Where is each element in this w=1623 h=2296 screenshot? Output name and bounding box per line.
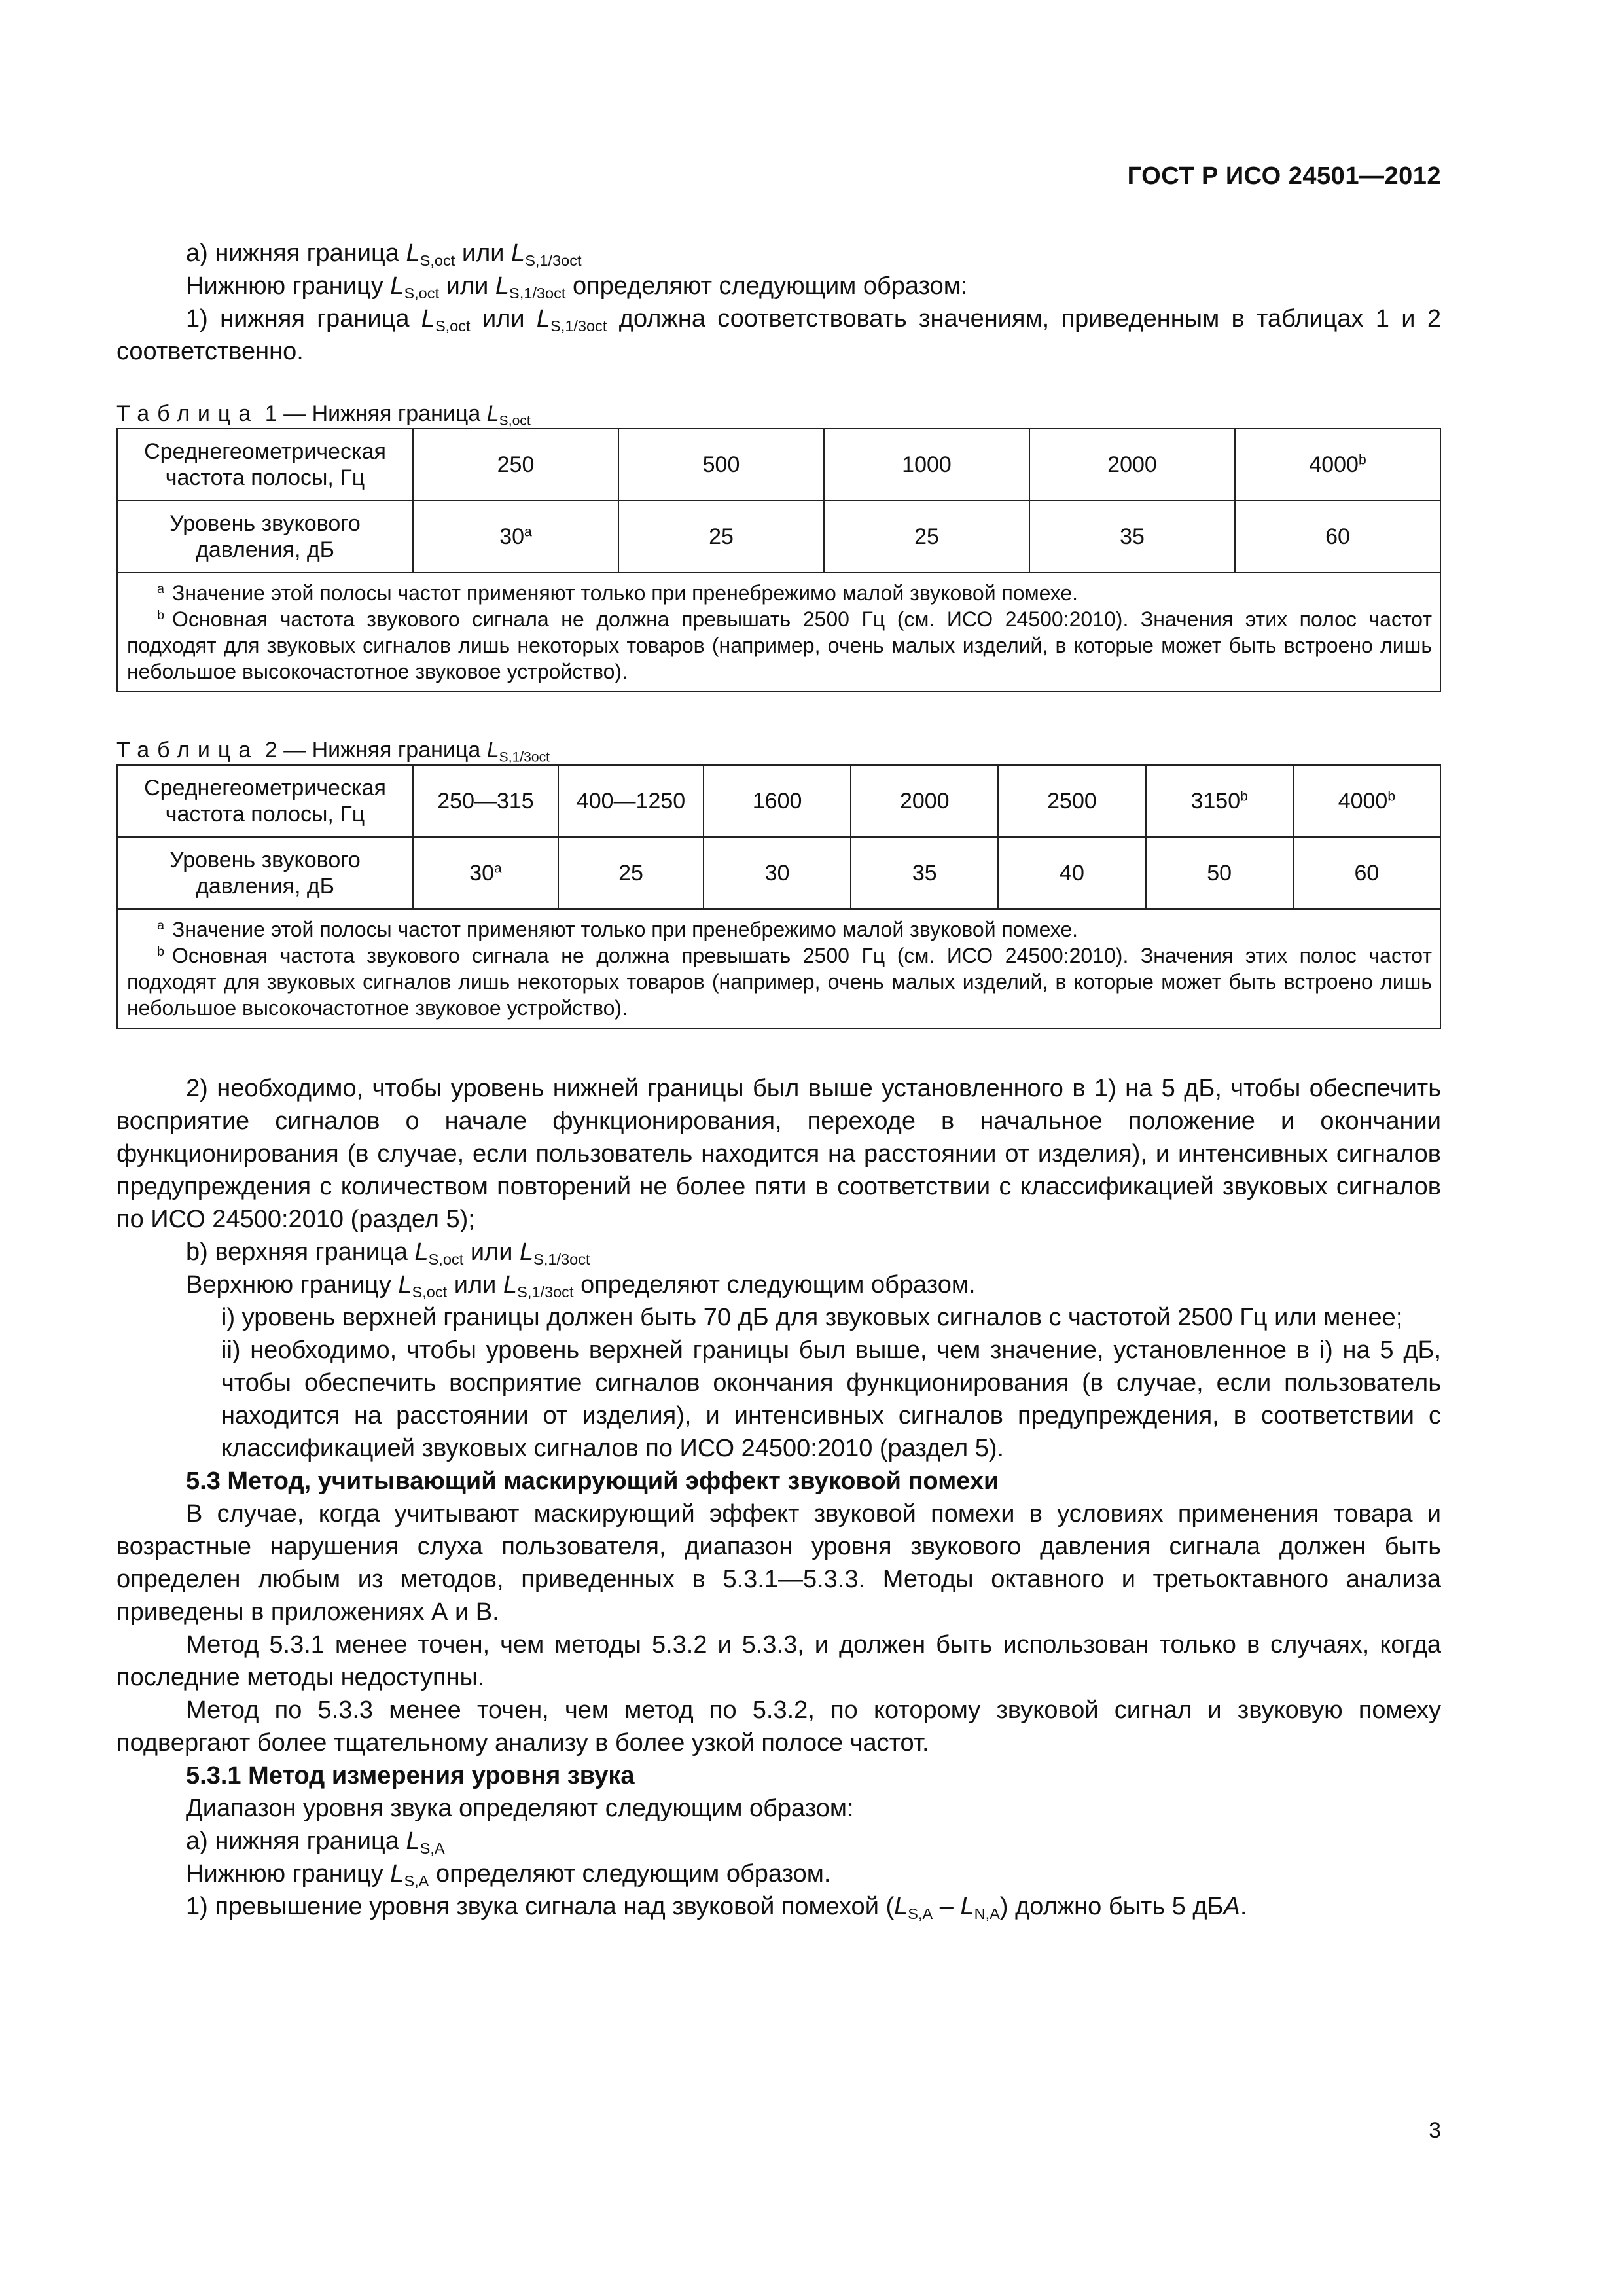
table1-freq-cell: 500 <box>618 429 824 501</box>
section-5-3-heading: 5.3 Метод, учитывающий маскирующий эффект звуковой помехи <box>186 1467 999 1495</box>
table1-freq-cell: 250 <box>413 429 618 501</box>
table1 <box>116 428 1441 692</box>
table2-note-b: $^b$ Основная частота звукового сигнала не должна превышать 2500 Гц (см. ИСО 24500:2010). Значения этих полос частот подходят для звуковых сигналов лишь некоторых товаров (например, очень малых изделий, в которые может быть встроено лишь небольшое высокочастотное звуковое устройство). <box>127 944 1432 1020</box>
table2-notes <box>117 909 1440 1028</box>
item-b-upper-bound: b) верхняя граница $L_{S,oct}$ или $L_{S,1/3oct}$ <box>186 1238 590 1268</box>
table2-freq-cell: 400—1250 <box>558 765 704 837</box>
signal-excess-rule: 1) превышение уровня звука сигнала над звуковой помехой $(L_{S,A} - L_{N,A})$ должно быть 5 дБA. <box>186 1893 1247 1923</box>
lower-bound-definition: Нижнюю границу $L_{S,oct}$ или $L_{S,1/3oct}$ определяют следующим образом: <box>186 272 968 302</box>
upper-bound-definition: Верхнюю границу $L_{S,oct}$ или $L_{S,1/3oct}$ определяют следующим образом. <box>186 1271 976 1301</box>
table2-level-cell: 50 <box>1146 837 1293 909</box>
table1-level-cell: 35 <box>1029 501 1235 573</box>
table1-level-row <box>117 501 1440 573</box>
section-5-3-1-paragraph-1: Диапазон уровня звука определяют следующим образом: <box>186 1795 854 1822</box>
table1-level-cell: 30$^a$ <box>413 501 618 573</box>
table2-freq-cell: 1600 <box>704 765 851 837</box>
table2-level-cell: 25 <box>558 837 704 909</box>
table1-row-header: Уровень звукового давления, дБ <box>117 501 413 573</box>
table2-freq-cell: 3150$^b$ <box>1146 765 1293 837</box>
table1-caption: Таблица 1 — Нижняя граница $L_{S,oct}$ <box>116 401 531 429</box>
table1-row-header: Среднегеометрическая частота полосы, Гц <box>117 429 413 501</box>
table2-freq-cell: 4000$^b$ <box>1293 765 1440 837</box>
table2-freq-cell: 250—315 <box>413 765 558 837</box>
table2-notes-row <box>117 909 1440 1028</box>
lower-bound-sa-definition: Нижнюю границу $L_{S,A}$ определяют следующим образом. <box>186 1860 831 1890</box>
section-5-3-1-heading: 5.3.1 Метод измерения уровня звука <box>186 1762 635 1789</box>
table2-row-header: Среднегеометрическая частота полосы, Гц <box>117 765 413 837</box>
table2-level-cell: 30 <box>704 837 851 909</box>
section-5-3-paragraph-2: Метод 5.3.1 менее точен, чем методы 5.3.2 и 5.3.3, и должен быть использован только в случаях, когда последние методы недоступны. <box>116 1631 1441 1691</box>
table1-freq-cell: 1000 <box>824 429 1029 501</box>
section-5-3-paragraph-1: В случае, когда учитывают маскирующий эффект звуковой помехи в условиях применения товара и возрастные нарушения слуха пользователя, диапазон уровня звукового давления сигнала должен быть определен любым из методов, приведенных в 5.3.1—5.3.3. Методы октавного и третьоктавного анализа приведены в приложениях А и В. <box>116 1500 1441 1626</box>
table1-level-cell: 25 <box>824 501 1029 573</box>
table1-note-b: $^b$ Основная частота звукового сигнала не должна превышать 2500 Гц (см. ИСО 24500:2010). Значения этих полос частот подходят для звуковых сигналов лишь некоторых товаров (например, очень малых изделий, в которые может быть встроено лишь небольшое высокочастотное звуковое устройство). <box>127 607 1432 683</box>
table1-level-cell: 25 <box>618 501 824 573</box>
table1-level-cell: 60 <box>1235 501 1440 573</box>
table1-notes-row <box>117 573 1440 692</box>
table1-freq-cell: 2000 <box>1029 429 1235 501</box>
item-a-lower-bound: a) нижняя граница $L_{S,oct}$ или $L_{S,1/3oct}$ <box>186 240 582 270</box>
item-2-paragraph: 2) необходимо, чтобы уровень нижней границы был выше установленного в 1) на 5 дБ, чтобы обеспечить восприятие сигналов о начале функционирования, переходе в начальное положение и окончании функционирования (в случае, если пользователь находится на расстоянии от изделия), и интенсивных сигналов предупреждения с количеством повторений не более пяти в соответствии с классификацией звуковых сигналов по ИСО 24500:2010 (раздел 5); <box>116 1075 1441 1233</box>
table2 <box>116 764 1441 1029</box>
table2-level-cell: 35 <box>851 837 998 909</box>
table2-note-a: $^a$ Значение этой полосы частот применяют только при пренебрежимо малой звуковой помехе. <box>157 918 1078 941</box>
table2-freq-cell: 2500 <box>998 765 1145 837</box>
item-i-paragraph: i) уровень верхней границы должен быть 70 дБ для звуковых сигналов с частотой 2500 Гц или менее; <box>221 1304 1403 1331</box>
document-header: ГОСТ Р ИСО 24501—2012 <box>1127 162 1441 190</box>
table2-level-cell: 40 <box>998 837 1145 909</box>
table1-notes <box>117 573 1440 692</box>
table1-note-a: $^a$ Значение этой полосы частот применяют только при пренебрежимо малой звуковой помехе. <box>157 581 1078 605</box>
page-content <box>116 237 1441 1923</box>
table2-level-row <box>117 837 1440 909</box>
table2-level-cell: 30$^a$ <box>413 837 558 909</box>
table2-row-header: Уровень звукового давления, дБ <box>117 837 413 909</box>
table1-freq-cell: 4000$^b$ <box>1235 429 1440 501</box>
item-ii-paragraph: ii) необходимо, чтобы уровень верхней границы был выше, чем значение, установленное в i) на 5 дБ, чтобы обеспечить восприятие сигналов окончания функционирования (в случае, если пользователь находится на расстоянии от изделия), и интенсивных сигналов предупреждения, в соответствии с классификацией звуковых сигналов по ИСО 24500:2010 (раздел 5). <box>221 1336 1441 1462</box>
table2-freq-cell: 2000 <box>851 765 998 837</box>
page-number: 3 <box>1429 2118 1441 2143</box>
table2-freq-row <box>117 765 1440 837</box>
table1-freq-row <box>117 429 1440 501</box>
lower-bound-rule-1: 1) нижняя граница $L_{S,oct}$ или $L_{S,1/3oct}$ должна соответствовать значениям, приведенным в таблицах 1 и 2 соответственно. <box>116 305 1442 365</box>
section-5-3-paragraph-3: Метод по 5.3.3 менее точен, чем метод по 5.3.2, по которому звуковой сигнал и звуковую помеху подвергают более тщательному анализу в более узкой полосе частот. <box>116 1696 1441 1757</box>
table2-level-cell: 60 <box>1293 837 1440 909</box>
table2-caption: Таблица 2 — Нижняя граница $L_{S,1/3oct}$ <box>116 738 550 765</box>
item-a-lower-bound-sa: a) нижняя граница $L_{S,A}$ <box>186 1827 445 1857</box>
